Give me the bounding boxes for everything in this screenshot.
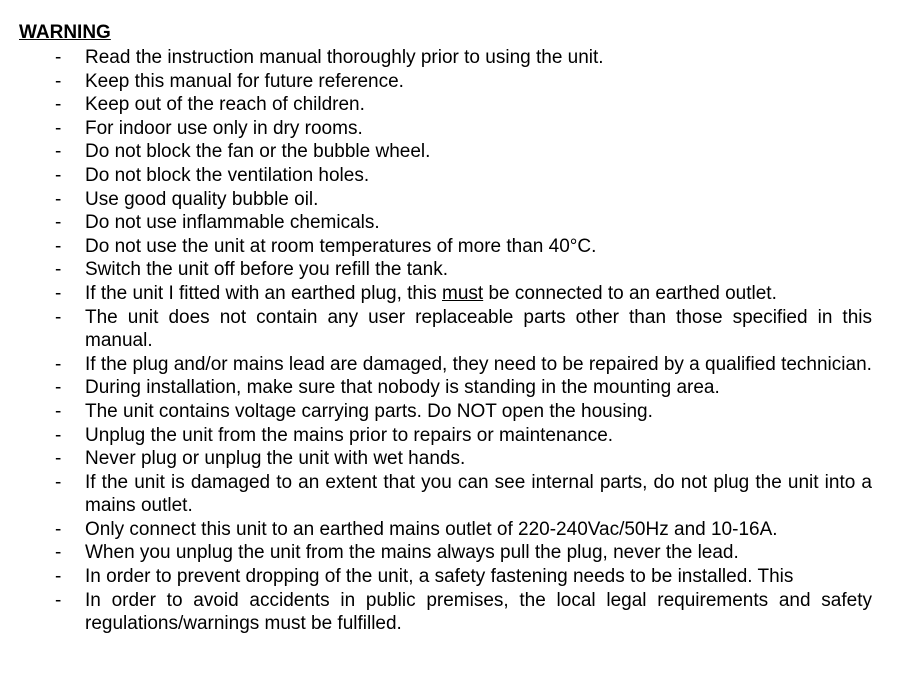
bullet-dash: - [55, 377, 62, 399]
bullet-dash: - [55, 518, 62, 540]
warning-item-text: The unit contains voltage carrying parts. Do NOT open the housing. [85, 400, 653, 422]
warning-item-text: In order to avoid accidents in public premises, the local legal requirements and safety regulations/warnings must be fulfilled. [85, 589, 872, 635]
bullet-dash: - [55, 164, 62, 186]
bullet-dash: - [55, 424, 62, 446]
warning-item [19, 140, 872, 164]
warning-item [19, 471, 872, 518]
bullet-dash: - [55, 589, 62, 611]
warning-item [19, 541, 872, 565]
warning-item [19, 188, 872, 212]
warning-item-text: Use good quality bubble oil. [85, 188, 319, 210]
warning-item [19, 211, 872, 235]
bullet-dash: - [55, 141, 62, 163]
warning-item [19, 164, 872, 188]
bullet-dash: - [55, 47, 62, 68]
bullet-dash: - [55, 235, 62, 257]
warning-item-text: Keep out of the reach of children. [85, 94, 365, 116]
bullet-dash: - [55, 448, 62, 470]
warning-heading: WARNING [19, 22, 111, 43]
warning-item-text: be connected to an earthed outlet. [483, 282, 777, 304]
warning-item-text: The unit does not contain any user replaceable parts other than those specified in this manual. [85, 306, 872, 352]
bullet-dash: - [55, 566, 62, 588]
warning-item [19, 376, 872, 400]
bullet-dash: - [55, 94, 62, 116]
warning-item-text: Keep this manual for future reference. [85, 70, 404, 92]
bullet-dash: - [55, 259, 62, 281]
warning-item-text: Never plug or unplug the unit with wet hands. [85, 448, 466, 470]
warning-item-text: Only connect this unit to an earthed mains outlet of 220-240Vac/50Hz and 10-16A. [85, 518, 778, 540]
warning-item [19, 93, 872, 117]
warning-item [19, 306, 872, 353]
warning-item-text: If the unit is damaged to an extent that you can see internal parts, do not plug the unit into a mains outlet. [85, 471, 872, 517]
warning-list [19, 46, 872, 636]
warning-item [19, 235, 872, 259]
warning-item [19, 282, 872, 306]
warning-item [19, 117, 872, 141]
warning-item [19, 46, 872, 70]
warning-item-text: Switch the unit off before you refill the tank. [85, 259, 448, 281]
warning-item [19, 518, 872, 542]
warning-item [19, 447, 872, 471]
warning-item-text: Read the instruction manual thoroughly prior to using the unit. [85, 47, 604, 68]
warning-item-text: For indoor use only in dry rooms. [85, 117, 363, 139]
warning-item [19, 258, 872, 282]
bullet-dash: - [55, 353, 62, 375]
warning-item-text: Unplug the unit from the mains prior to repairs or maintenance. [85, 424, 614, 446]
warning-item-text: When you unplug the unit from the mains always pull the plug, never the lead. [85, 542, 739, 564]
warning-item [19, 70, 872, 94]
warning-item [19, 424, 872, 448]
warning-item-text: Do not block the ventilation holes. [85, 164, 370, 186]
bullet-dash: - [55, 542, 62, 564]
bullet-dash: - [55, 306, 62, 328]
bullet-dash: - [55, 400, 62, 422]
warning-item [19, 589, 872, 636]
emphasis-text: must [442, 282, 484, 304]
warning-item-text: If the plug and/or mains lead are damaged, they need to be repaired by a qualified technician. [85, 353, 872, 375]
bullet-dash: - [55, 117, 62, 139]
bullet-dash: - [55, 70, 62, 92]
warning-item-text: Do not block the fan or the bubble wheel. [85, 141, 431, 163]
warning-item-text: Do not use inflammable chemicals. [85, 212, 380, 234]
bullet-dash: - [55, 188, 62, 210]
warning-item [19, 565, 872, 589]
warning-item-text: In order to prevent dropping of the unit, a safety fastening needs to be installed. This [85, 566, 794, 588]
warning-item-text: Do not use the unit at room temperatures of more than 40°C. [85, 235, 597, 257]
bullet-dash: - [55, 212, 62, 234]
warning-item-text: If the unit I fitted with an earthed plug, this [85, 282, 442, 304]
bullet-dash: - [55, 282, 62, 304]
warning-item [19, 353, 872, 377]
warning-item-text: During installation, make sure that nobody is standing in the mounting area. [85, 377, 720, 399]
bullet-dash: - [55, 471, 62, 493]
warning-item [19, 400, 872, 424]
